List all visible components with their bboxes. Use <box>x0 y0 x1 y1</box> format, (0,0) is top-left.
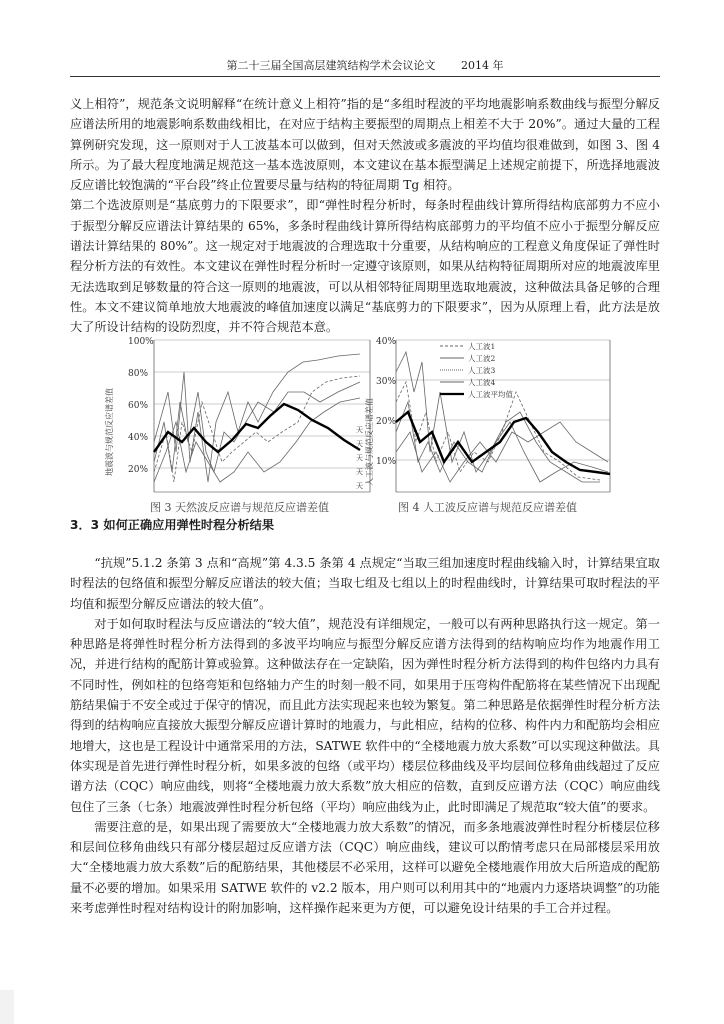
edge-mark <box>0 990 14 1024</box>
y-tick-label: 100% <box>128 337 154 347</box>
body-text-top <box>70 94 660 338</box>
header-year: 2014 年 <box>461 59 504 72</box>
section-heading: 3．3 如何正确应用弹性时程分析结果 <box>70 518 275 532</box>
body-text-bottom <box>70 553 660 918</box>
conference-title: 第二十三届全国高层建筑结构学术会议论文 <box>226 59 436 72</box>
legend-label: 人工波平均值 <box>468 390 513 399</box>
series-line <box>396 352 600 482</box>
y-tick-label: 40% <box>376 337 397 347</box>
legend-label: 人工波3 <box>468 366 496 375</box>
figure-3-chart <box>98 332 378 500</box>
legend-label: 天 <box>356 468 363 476</box>
y-tick-label: 30% <box>376 377 397 387</box>
legend-label: 人工波2 <box>468 354 496 363</box>
paragraph: 第二个选波原则是“基底剪力的下限要求”，即“弹性时程分析时，每条时程曲线计算所得结构底部剪力不应小于振型分解反应谱法计算结果的 65%，多条时程曲线计算所得结构底部剪力的平均值不应小于振型分解反应谱法计算结果的 80%”。这一规定对于地震波的合理选取十分重要，从结构响应的工程意义角度保证了弹性时程分析方法的有效性。本文建议在弹性时程分析时一定遵守该原则，如果从结构特征周期所对应的地震波库里无法选取到足够数量的符合这一原则的地震波，可以从相邻特征周期里选取地震波，这种做法具备足够的合理性。本文不建议简单地放大地震波的峰值加速度以满足“基底剪力的下限要求”，因为从原理上看，此方法是放大了所设计结构的设防烈度，并不符合规范本意。 <box>70 198 660 335</box>
legend-label: 天 <box>356 426 363 434</box>
legend-label: 天 <box>356 482 363 490</box>
legend-label: 人工波1 <box>468 342 496 351</box>
y-tick-label: 10% <box>376 457 397 467</box>
figure-4-ylabel: 人工波与规范反应谱差值 <box>365 398 374 486</box>
legend-label: 天 <box>356 454 363 462</box>
paragraph: “抗规”5.1.2 条第 3 点和“高规”第 4.3.5 条第 4 点规定“当取三组加速度时程曲线输入时，计算结果宜取时程法的包络值和振型分解反应谱法的较大值；当取七组及七组以上的时程曲线时，计算结果可取时程法的平均值和振型分解反应谱法的较大值”。 <box>70 556 660 611</box>
paragraph: 需要注意的是，如果出现了需要放大“全楼地震力放大系数”的情况，而多条地震波弹性时程分析楼层位移和层间位移角曲线只有部分楼层超过反应谱方法（CQC）响应曲线，建议可以酌情考虑只在局部楼层采用放大“全楼地震力放大系数”后的配筋结果，其他楼层不必采用，这样可以避免全楼地震作用放大后所造成的配筋量不必要的增加。如果采用 SATWE 软件的 v2.2 版本，用户则可以利用其中的“地震内力逐塔块调整”的功能来考虑弹性时程对结构设计的附加影响，这样操作起来更为方便，可以避免设计结果的手工合并过程。 <box>70 819 660 916</box>
y-tick-label: 60% <box>128 401 149 411</box>
y-tick-label: 20% <box>376 417 397 427</box>
legend-label: 人工波4 <box>468 378 496 387</box>
figure-4-chart <box>360 332 618 500</box>
figure-3-caption: 图 3 天然波反应谱与规范反应谱差值 <box>150 501 329 514</box>
y-tick-label: 80% <box>128 369 149 379</box>
legend-label: 天 <box>356 440 363 448</box>
paragraph: 对于如何取时程法与反应谱法的“较大值”，规范没有详细规定，一般可以有两种思路执行这一规定。第一种思路是将弹性时程分析方法得到的多波平均响应与振型分解反应谱方法得到的结构响应均作为地震作用工况，并进行结构的配筋计算或验算。这种做法存在一定缺陷，因为弹性时程分析方法得到的构件包络内力具有不同时性，例如柱的包络弯矩和包络轴力产生的时刻一般不同，如果用于压弯构件配筋将在某些情况下出现配筋结果偏于不安全或过于保守的情况，而且此方法实现起来也较为繁复。第二种思路是依据弹性时程分析方法得到的结构响应直接放大振型分解反应谱计算时的地震力，与此相应，结构的位移、构件内力和配筋均会相应地增大，这也是工程设计中通常采用的方法，SATWE 软件中的“全楼地震力放大系数”可以实现这种做法。具体实现是首先进行弹性时程分析，如果多波的包络（或平均）楼层位移曲线及平均层间位移角曲线超过了反应谱方法（CQC）响应曲线，则将“全楼地震力放大系数”放大相应的倍数，直到反应谱方法（CQC）响应曲线包住了三条（七条）地震波弹性时程分析包络（平均）响应曲线为止，此时即满足了规范取“较大值”的要求。 <box>70 616 660 814</box>
paragraph: 义上相符”，规范条文说明解释“在统计意义上相符”指的是“多组时程波的平均地震影响系数曲线与振型分解反应谱法所用的地震影响系数曲线相比，在对应于结构主要振型的周期点上相差不大于 20%”。通过大量的工程算例研究发现，这一原则对于人工波基本可以做到，但对天然波或多震波的平均值均很难做到，如图 3、图 4 所示。为了最大程度地满足规范这一基本选波原则，本文建议在基本振型满足上述规定前提下，所选择地震波反应谱比较饱满的“平台段”终止位置要尽量与结构的特征周期 Tg 相符。 <box>70 97 660 193</box>
figure-3-ylabel: 地震波与规范反应谱差值 <box>105 388 114 476</box>
page-header <box>70 58 660 77</box>
y-tick-label: 40% <box>128 433 149 443</box>
y-tick-label: 20% <box>128 465 149 475</box>
figure-4-caption: 图 4 人工波反应谱与规范反应谱差值 <box>398 501 577 514</box>
